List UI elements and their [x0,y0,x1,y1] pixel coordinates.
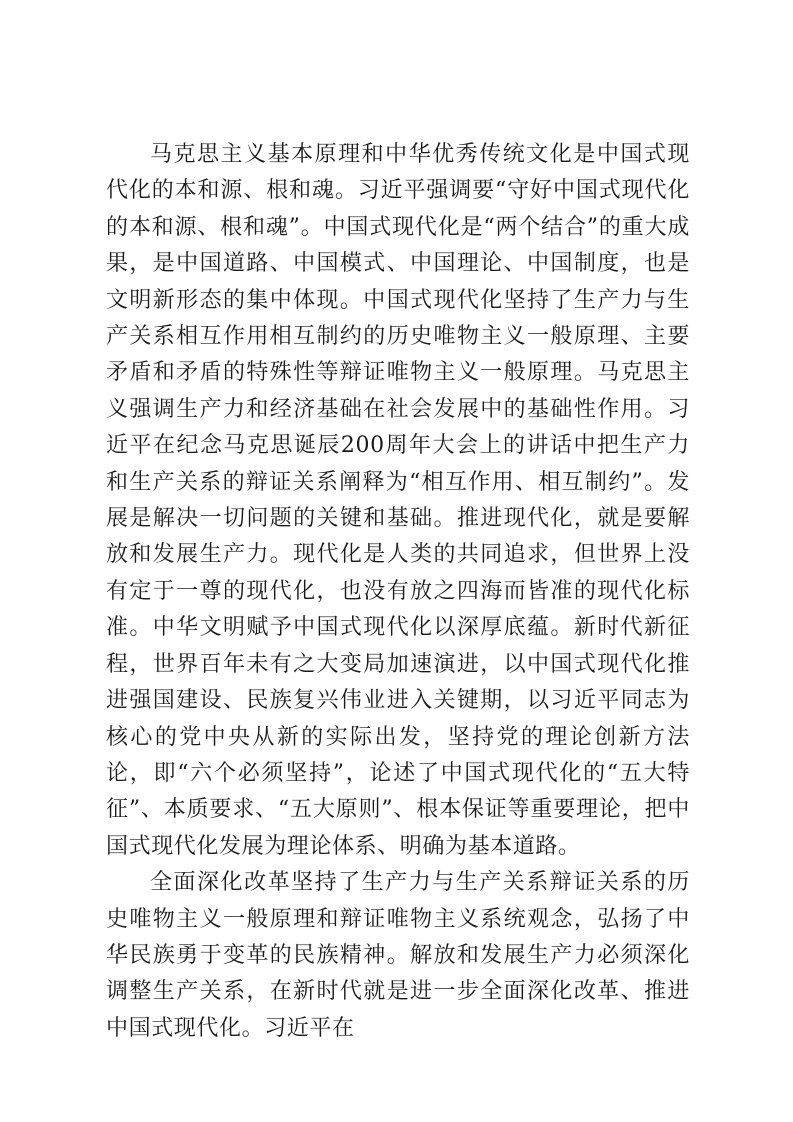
paragraph-1: 马克思主义基本原理和中华优秀传统文化是中国式现代化的本和源、根和魂。习近平强调要“守好中国式现代化的本和源、根和魂”。中国式现代化是“两个结合”的重大成果，是中国道路、中国模式、中国理论、中国制度，也是文明新形态的集中体现。中国式现代化坚持了生产力与生产关系相互作用相互制约的历史唯物主义一般原理、主要矛盾和矛盾的特殊性等辩证唯物主义一般原理。马克思主义强调生产力和经济基础在社会发展中的基础性作用。习近平在纪念马克思诞辰200周年大会上的讲话中把生产力和生产关系的辩证关系阐释为“相互作用、相互制约”。发展是解决一切问题的关键和基础。推进现代化，就是要解放和发展生产力。现代化是人类的共同追求，但世界上没有定于一尊的现代化，也没有放之四海而皆准的现代化标准。中华文明赋予中国式现代化以深厚底蕴。新时代新征程，世界百年未有之大变局加速演进，以中国式现代化推进强国建设、民族复兴伟业进入关键期，以习近平同志为核心的党中央从新的实际出发，坚持党的理论创新方法论，即“六个必须坚持”，论述了中国式现代化的“五大特征”、本质要求、“五大原则”、根本保证等重要理论，把中国式现代化发展为理论体系、明确为基本道路。 [106,142,690,859]
document-body [106,137,690,1047]
paragraph-2: 全面深化改革坚持了生产力与生产关系辩证关系的历史唯物主义一般原理和辩证唯物主义系统观念，弘扬了中华民族勇于变革的民族精神。解放和发展生产力必须深化调整生产关系，在新时代就是进一步全面深化改革、推进中国式现代化。习近平在 [106,870,690,1041]
